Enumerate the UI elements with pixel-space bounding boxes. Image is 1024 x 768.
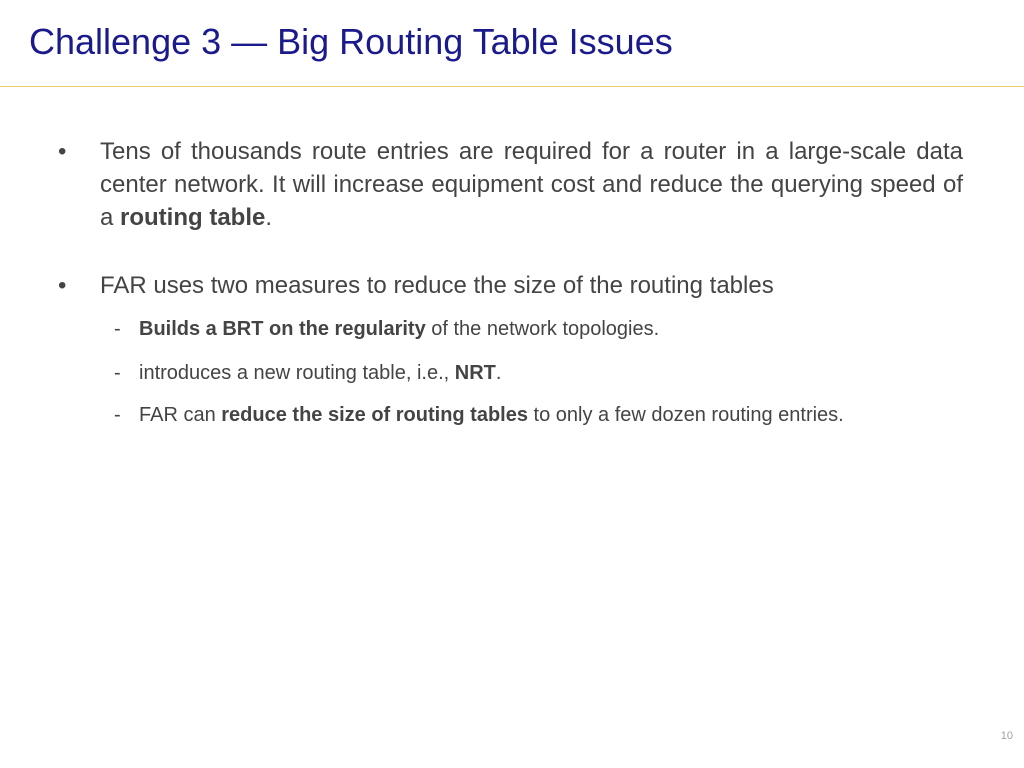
sub-item-marker: - [114,362,121,384]
sub-item-2 [58,358,963,388]
sub-item-text: FAR can [139,404,222,426]
sub-item-bold-text: Builds a BRT on the regularity [139,318,426,340]
bullet-marker: • [58,138,67,165]
bullet-item-2 [58,269,963,302]
bullet-text-end: . [265,204,273,231]
sub-item-1 [58,314,963,344]
sub-item-text-end: to only a few dozen routing entries. [527,404,844,426]
bullet-text: FAR uses two measures to reduce the size of the routing tables [100,272,774,299]
title-divider [0,86,1024,87]
sub-item-text-end: . [495,362,502,384]
sub-item-3 [58,400,963,430]
sub-item-marker: - [114,318,121,340]
sub-item-text: of the network topologies. [425,318,660,340]
sub-item-bold-text: reduce the size of routing tables [221,404,528,426]
bullet-text: Tens of thousands route entries are required for a router in a large-scale data center network. It will increase equipment cost and reduce the querying speed of a [100,138,963,231]
sub-item-text: introduces a new routing table, i.e., [139,362,455,384]
bullet-bold-text: routing table [120,204,266,231]
sub-item-bold-text: NRT [454,362,496,384]
sub-item-marker: - [114,404,121,426]
slide-title: Challenge 3 — Big Routing Table Issues [29,21,673,62]
bullet-item-1 [58,135,963,234]
page-number: 10 [1000,730,1013,742]
bullet-marker: • [58,272,67,299]
slide-content [58,135,963,430]
